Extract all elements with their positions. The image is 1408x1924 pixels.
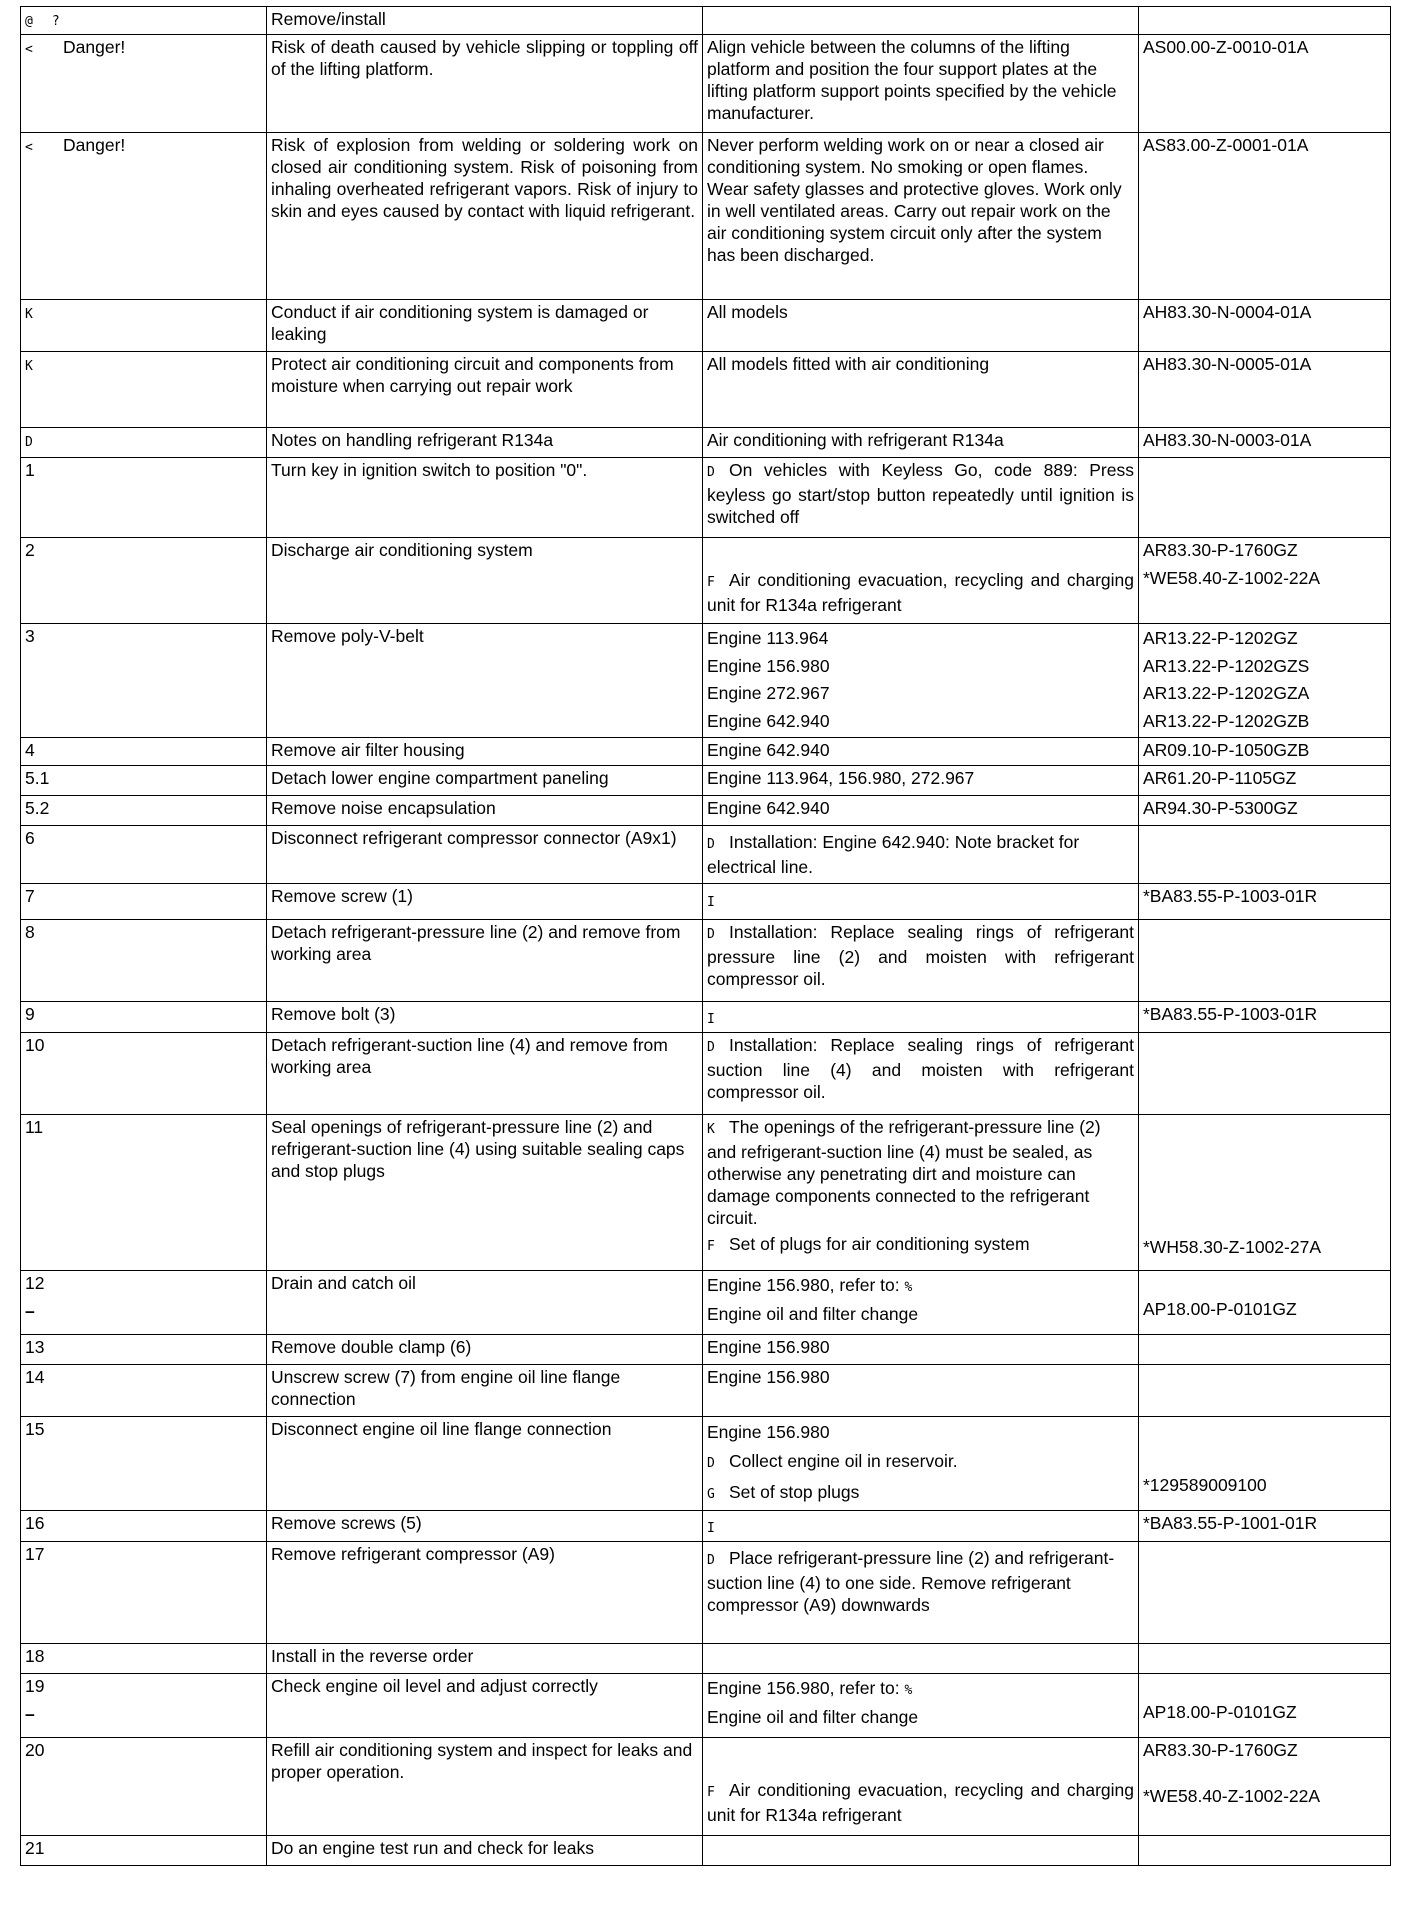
danger-label: Danger! <box>63 135 126 155</box>
step-description: Risk of explosion from welding or soldering work on closed air conditioning system. Risk of poisoning from inhaling overheated refrigerant vapors. Risk of injury to skin and eyes caused by contact with liquid refrigerant. <box>267 133 703 300</box>
step-info: Engine 156.980 <box>707 1422 830 1442</box>
table-row <box>21 458 1391 538</box>
step-number: 13 <box>21 1335 267 1365</box>
engine-variant: Engine 113.964 <box>707 628 829 648</box>
document-icon: D <box>707 1040 715 1055</box>
step-info: On vehicles with Keyless Go, code 889: Press keyless go start/stop button repeatedly until ignition is switched off <box>707 460 1134 527</box>
step-number: 12 <box>25 1273 45 1293</box>
part-info: Set of stop plugs <box>729 1482 860 1502</box>
step-number: 20 <box>21 1738 267 1836</box>
step-reference: AR13.22-P-1202GZA <box>1143 683 1310 703</box>
step-number: 4 <box>21 738 267 766</box>
step-reference: *129589009100 <box>1143 1475 1267 1495</box>
step-description: Notes on handling refrigerant R134a <box>267 428 703 458</box>
step-reference: AR09.10-P-1050GZB <box>1139 738 1391 766</box>
step-description: Remove poly-V-belt <box>267 624 703 738</box>
step-number: 10 <box>21 1033 267 1115</box>
step-reference <box>1139 920 1391 1002</box>
step-info: Engine 156.980 <box>703 1335 1139 1365</box>
step-info: Align vehicle between the columns of the lifting platform and position the four support plates at the lifting platform support points specified by the vehicle manufacturer. <box>703 35 1139 133</box>
table-row <box>21 133 1391 300</box>
step-info: All models <box>703 300 1139 352</box>
step-info: Never perform welding work on or near a closed air conditioning system. No smoking or open flames. Wear safety glasses and protective gloves. Work only in well ventilated areas. Carry out repair work on the air conditioning system circuit only after the system has been discharged. <box>703 133 1139 300</box>
tool-reference: *WE58.40-Z-1002-22A <box>1143 1786 1321 1806</box>
wrench-icon: @ <box>25 14 33 29</box>
table-row <box>21 1674 1391 1738</box>
step-description: Drain and catch oil <box>267 1271 703 1335</box>
table-row <box>21 1511 1391 1542</box>
step-description: Remove refrigerant compressor (A9) <box>267 1542 703 1644</box>
link-text[interactable]: Engine oil and filter change <box>707 1707 919 1727</box>
step-info <box>703 1836 1139 1866</box>
step-reference: *BA83.55-P-1001-01R <box>1139 1511 1391 1542</box>
table-row <box>21 1417 1391 1511</box>
table-row <box>21 738 1391 766</box>
table-row <box>21 920 1391 1002</box>
step-info: Engine 113.964, 156.980, 272.967 <box>703 766 1139 796</box>
step-reference <box>1139 458 1391 538</box>
info-icon: ? <box>51 14 60 29</box>
table-row <box>21 796 1391 826</box>
step-number: 18 <box>21 1644 267 1674</box>
table-row <box>21 1738 1391 1836</box>
step-reference: AR94.30-P-5300GZ <box>1139 796 1391 826</box>
table-row <box>21 1644 1391 1674</box>
step-reference: *BA83.55-P-1003-01R <box>1139 1002 1391 1033</box>
step-description: Refill air conditioning system and inspect for leaks and proper operation. <box>267 1738 703 1836</box>
step-number: 9 <box>21 1002 267 1033</box>
step-info: Installation: Replace sealing rings of refrigerant suction line (4) and moisten with refrigerant compressor oil. <box>707 1035 1134 1102</box>
step-info: Installation: Engine 642.940: Note bracket for electrical line. <box>707 832 1080 877</box>
step-info: The openings of the refrigerant-pressure line (2) and refrigerant-suction line (4) must be sealed, as otherwise any penetrating dirt and moisture can damage components connected to the refrigerant circuit. <box>707 1117 1101 1228</box>
document-icon: D <box>25 435 33 450</box>
step-info: Engine 156.980, refer to: <box>707 1275 900 1295</box>
step-reference: AR13.22-P-1202GZ <box>1143 628 1298 648</box>
step-description: Disconnect refrigerant compressor connector (A9x1) <box>267 826 703 884</box>
tool-info: Set of plugs for air conditioning system <box>729 1234 1030 1254</box>
step-info <box>703 1644 1139 1674</box>
table-row <box>21 884 1391 920</box>
table-row <box>21 300 1391 352</box>
table-row <box>21 428 1391 458</box>
danger-label: Danger! <box>63 37 126 57</box>
header-row <box>21 7 1391 35</box>
table-row <box>21 766 1391 796</box>
step-description: Do an engine test run and check for leaks <box>267 1836 703 1866</box>
dash-marker: – <box>25 1704 35 1724</box>
table-row <box>21 1335 1391 1365</box>
tool-reference: *WE58.40-Z-1002-22A <box>1143 568 1321 588</box>
step-info: All models fitted with air conditioning <box>703 352 1139 428</box>
step-number: 3 <box>21 624 267 738</box>
table-row <box>21 1365 1391 1417</box>
torque-icon: I <box>707 1012 715 1027</box>
step-number: 15 <box>21 1417 267 1511</box>
step-info: Air conditioning evacuation, recycling and charging unit for R134a refrigerant <box>707 1780 1134 1825</box>
step-number: 19 <box>25 1676 45 1696</box>
link-text[interactable]: Engine oil and filter change <box>707 1304 919 1324</box>
step-number: 6 <box>21 826 267 884</box>
header-symbols <box>21 7 267 35</box>
step-info: Installation: Replace sealing rings of refrigerant pressure line (2) and moisten with refrigerant compressor oil. <box>707 922 1134 989</box>
table-row <box>21 1002 1391 1033</box>
step-reference: AH83.30-N-0003-01A <box>1139 428 1391 458</box>
step-number: 5.2 <box>21 796 267 826</box>
document-icon: D <box>707 837 715 852</box>
step-reference <box>1139 1542 1391 1644</box>
step-info: Air conditioning evacuation, recycling and charging unit for R134a refrigerant <box>707 570 1134 615</box>
step-reference: AR83.30-P-1760GZ <box>1143 1740 1298 1760</box>
step-description: Risk of death caused by vehicle slipping or toppling off of the lifting platform. <box>267 35 703 133</box>
table-row <box>21 1033 1391 1115</box>
table-row <box>21 1836 1391 1866</box>
step-reference <box>1139 1033 1391 1115</box>
step-reference <box>1139 1335 1391 1365</box>
link-icon: % <box>904 1280 913 1295</box>
step-reference: *WH58.30-Z-1002-27A <box>1143 1237 1321 1257</box>
step-reference: AR13.22-P-1202GZS <box>1143 655 1310 676</box>
step-description: Remove bolt (3) <box>267 1002 703 1033</box>
step-reference: AR13.22-P-1202GZB <box>1143 710 1310 731</box>
tool-icon: F <box>707 1785 715 1800</box>
table-row <box>21 1542 1391 1644</box>
torque-icon: I <box>707 895 715 910</box>
step-reference: AR61.20-P-1105GZ <box>1139 766 1391 796</box>
step-number: 14 <box>21 1365 267 1417</box>
step-info: Place refrigerant-pressure line (2) and refrigerant-suction line (4) to one side. Remove refrigerant compressor (A9) downwards <box>707 1548 1115 1615</box>
step-reference <box>1139 1365 1391 1417</box>
step-info: Engine 156.980 <box>703 1365 1139 1417</box>
step-reference: AH83.30-N-0005-01A <box>1139 352 1391 428</box>
step-reference: AS83.00-Z-0001-01A <box>1139 133 1391 300</box>
link-icon: % <box>904 1683 913 1698</box>
step-description: Remove screw (1) <box>267 884 703 920</box>
step-description: Remove double clamp (6) <box>267 1335 703 1365</box>
tool-icon: F <box>707 1239 715 1254</box>
step-info: Engine 642.940 <box>703 738 1139 766</box>
step-description: Detach lower engine compartment paneling <box>267 766 703 796</box>
dash-marker: – <box>25 1301 35 1321</box>
table-row <box>21 538 1391 624</box>
tool-icon: F <box>707 575 715 590</box>
step-description: Install in the reverse order <box>267 1644 703 1674</box>
warning-icon: < <box>25 42 33 57</box>
step-description: Conduct if air conditioning system is damaged or leaking <box>267 300 703 352</box>
step-reference: *BA83.55-P-1003-01R <box>1139 884 1391 920</box>
engine-variant: Engine 642.940 <box>707 710 830 731</box>
header-title: Remove/install <box>267 7 703 35</box>
step-number: 21 <box>21 1836 267 1866</box>
document-icon: D <box>707 927 715 942</box>
note-icon: K <box>25 307 33 322</box>
table-row <box>21 624 1391 738</box>
step-number: 8 <box>21 920 267 1002</box>
parts-icon: G <box>707 1487 715 1502</box>
step-number: 17 <box>21 1542 267 1644</box>
step-description: Discharge air conditioning system <box>267 538 703 624</box>
step-number: 7 <box>21 884 267 920</box>
table-row <box>21 1115 1391 1271</box>
step-reference: AS00.00-Z-0010-01A <box>1139 35 1391 133</box>
document-icon: D <box>707 1456 715 1471</box>
step-number: 1 <box>21 458 267 538</box>
step-number: 2 <box>21 538 267 624</box>
engine-variant: Engine 272.967 <box>707 683 830 703</box>
step-number: 11 <box>21 1115 267 1271</box>
warning-icon: < <box>25 140 33 155</box>
step-description: Detach refrigerant-suction line (4) and remove from working area <box>267 1033 703 1115</box>
document-icon: D <box>707 1553 715 1568</box>
step-reference: AP18.00-P-0101GZ <box>1143 1299 1297 1319</box>
table-row <box>21 1271 1391 1335</box>
note-icon: K <box>707 1122 715 1137</box>
step-description: Seal openings of refrigerant-pressure line (2) and refrigerant-suction line (4) using suitable sealing caps and stop plugs <box>267 1115 703 1271</box>
step-reference <box>1139 1836 1391 1866</box>
step-info: Engine 642.940 <box>703 796 1139 826</box>
step-description: Protect air conditioning circuit and components from moisture when carrying out repair work <box>267 352 703 428</box>
step-description: Remove noise encapsulation <box>267 796 703 826</box>
note-icon: K <box>25 359 33 374</box>
step-number: 16 <box>21 1511 267 1542</box>
step-description: Detach refrigerant-pressure line (2) and remove from working area <box>267 920 703 1002</box>
table-row <box>21 826 1391 884</box>
engine-variant: Engine 156.980 <box>707 655 830 676</box>
document-icon: D <box>707 465 715 480</box>
step-description: Unscrew screw (7) from engine oil line flange connection <box>267 1365 703 1417</box>
procedure-table <box>20 6 1391 1866</box>
step-reference: AR83.30-P-1760GZ <box>1143 540 1298 560</box>
step-reference: AP18.00-P-0101GZ <box>1143 1702 1297 1722</box>
step-info: Engine 156.980, refer to: <box>707 1678 900 1698</box>
step-reference <box>1139 1644 1391 1674</box>
step-description: Remove screws (5) <box>267 1511 703 1542</box>
step-description: Disconnect engine oil line flange connection <box>267 1417 703 1511</box>
torque-icon: I <box>707 1521 715 1536</box>
step-description: Turn key in ignition switch to position "0". <box>267 458 703 538</box>
step-note: Collect engine oil in reservoir. <box>729 1451 958 1471</box>
step-number: 5.1 <box>21 766 267 796</box>
step-reference <box>1139 826 1391 884</box>
step-reference: AH83.30-N-0004-01A <box>1139 300 1391 352</box>
step-description: Check engine oil level and adjust correctly <box>267 1674 703 1738</box>
step-info: Air conditioning with refrigerant R134a <box>703 428 1139 458</box>
table-row <box>21 35 1391 133</box>
table-row <box>21 352 1391 428</box>
step-description: Remove air filter housing <box>267 738 703 766</box>
